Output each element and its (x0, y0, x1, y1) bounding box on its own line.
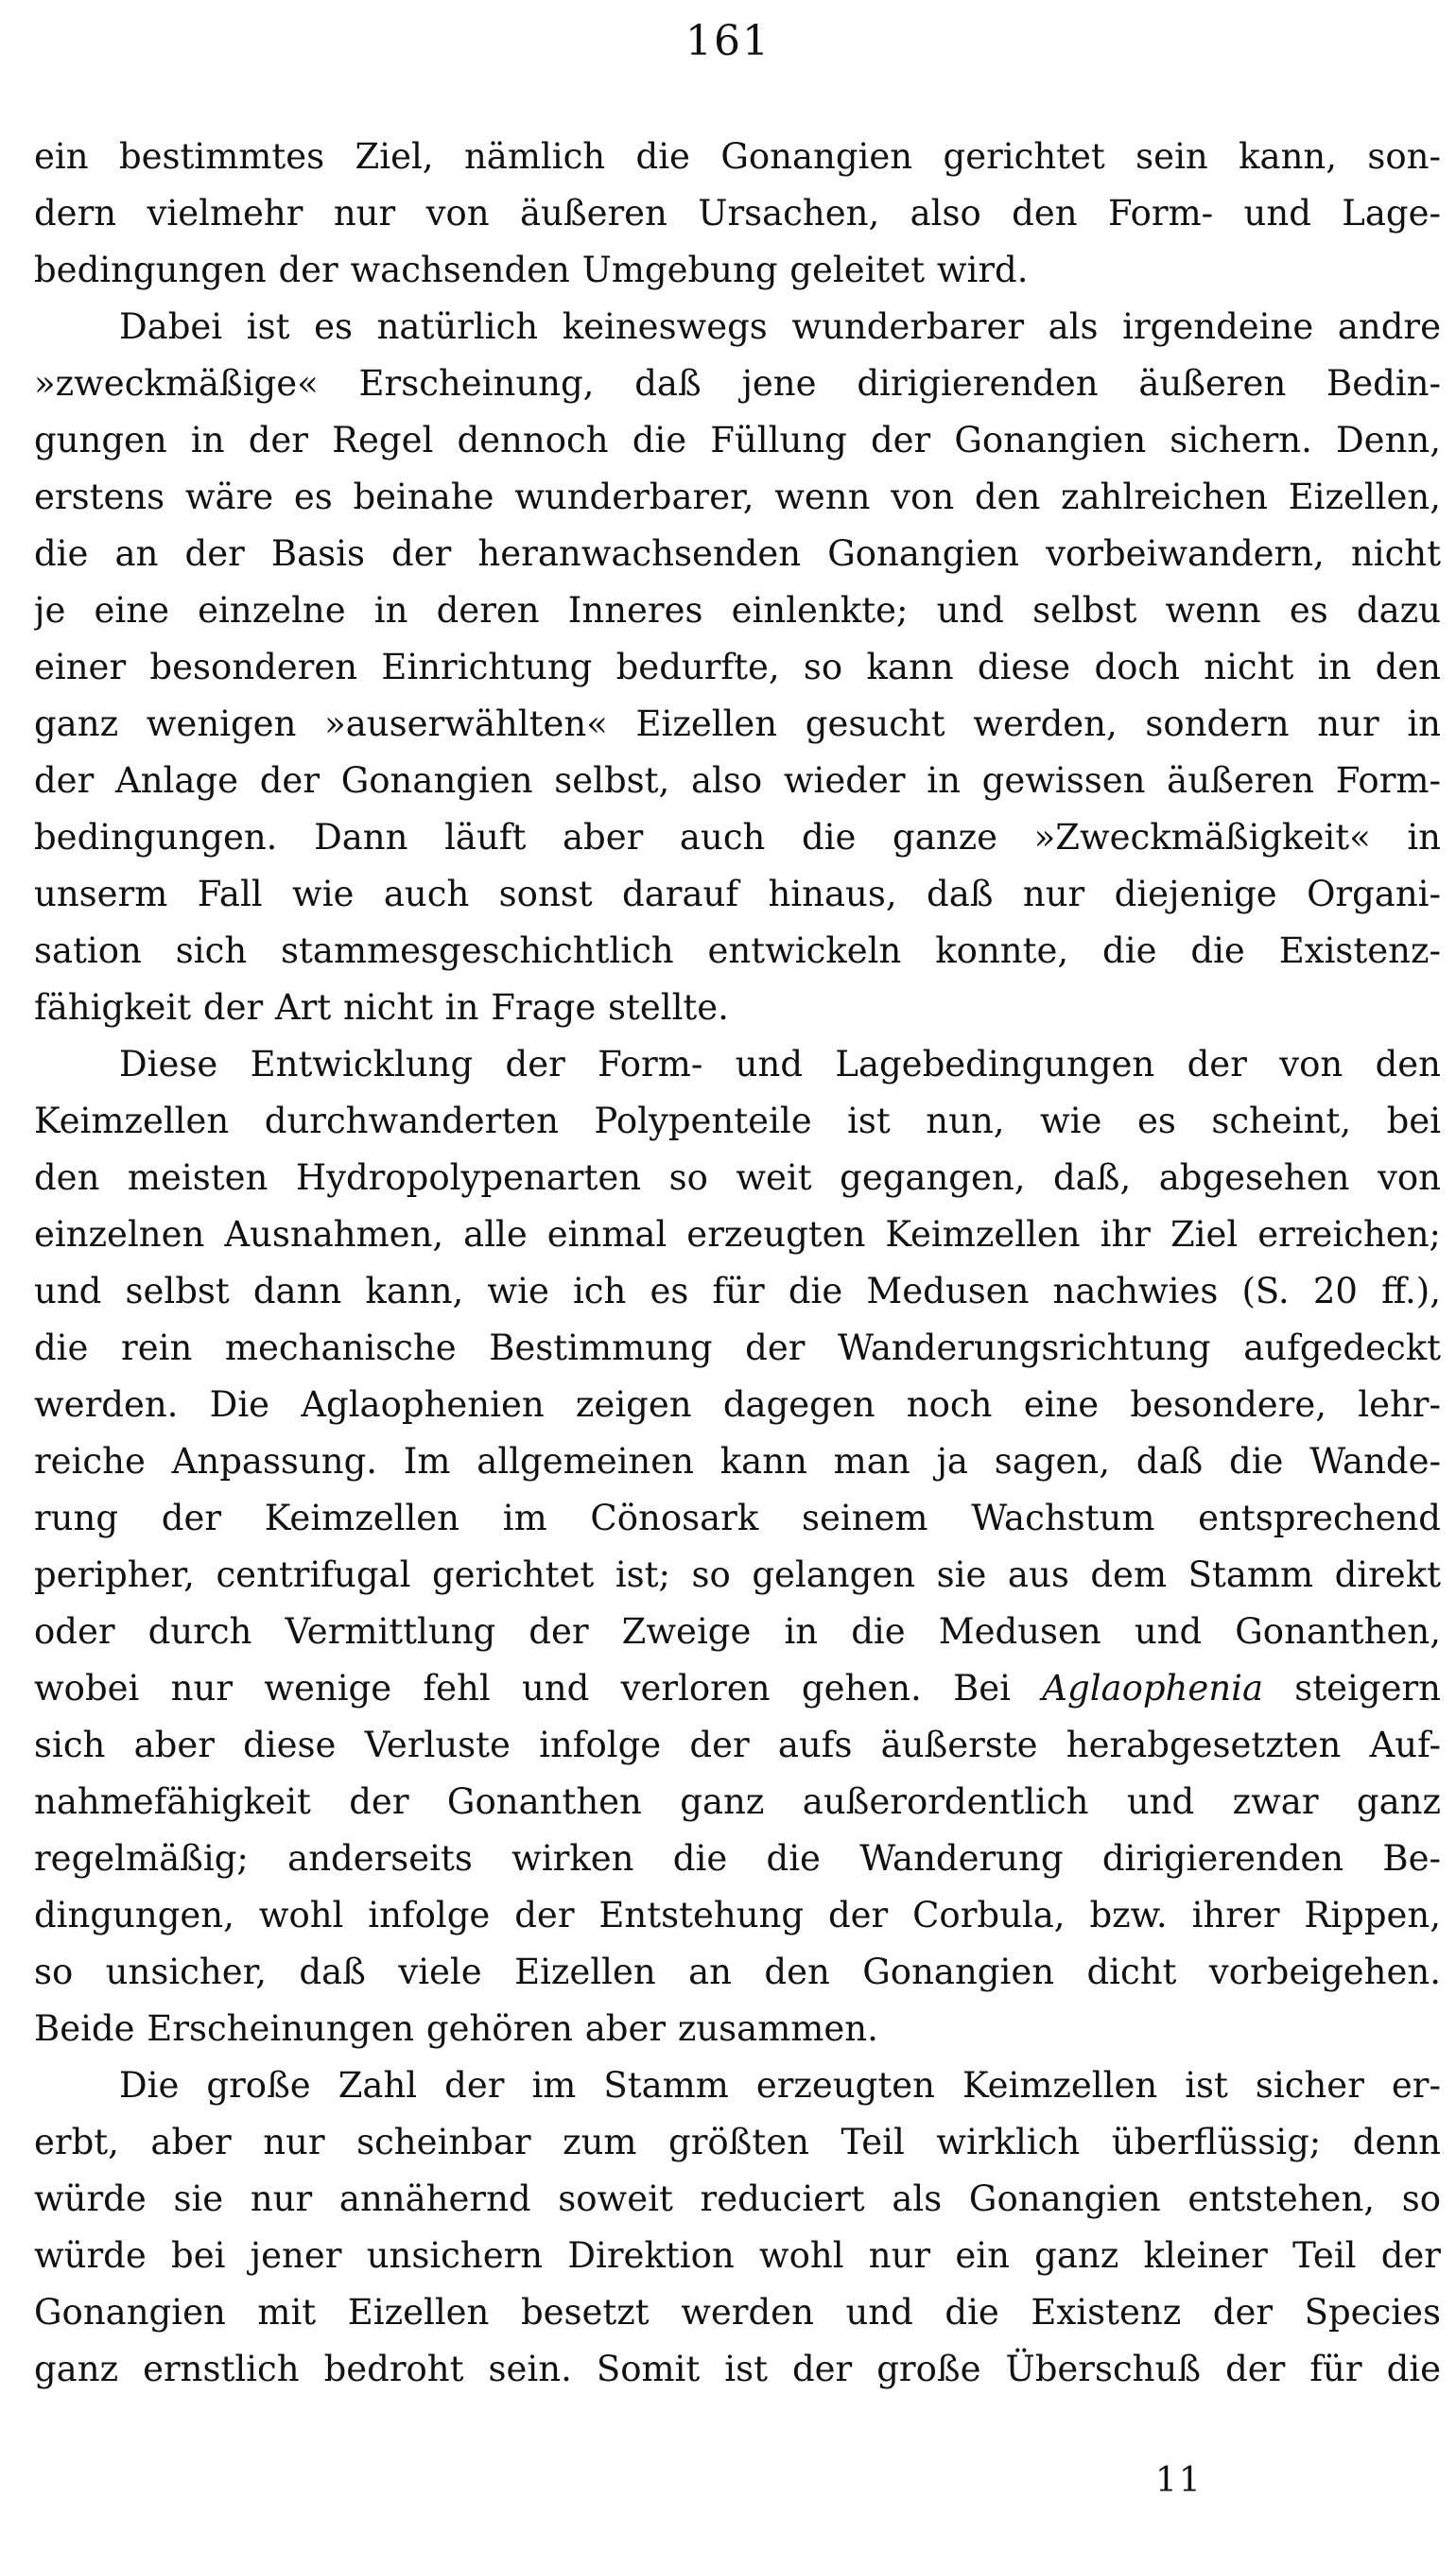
text-line: so unsicher, daß viele Eizellen an den Gonangien dicht vorbeigehen. (34, 1952, 1441, 1992)
text-line: Beide Erscheinungen gehören aber zusammen. (34, 2008, 878, 2049)
text-line: Gonangien mit Eizellen besetzt werden und die Existenz der Species (34, 2292, 1441, 2333)
text-line: dern vielmehr nur von äußeren Ursachen, also den Form- und Lage- (34, 193, 1441, 234)
text-line: Die große Zahl der im Stamm erzeugten Keimzellen ist sicher er- (119, 2065, 1441, 2106)
text-line: sation sich stammesgeschichtlich entwickeln konnte, die die Existenz- (34, 930, 1441, 971)
text-line: und selbst dann kann, wie ich es für die Medusen nachwies (S. 20 ff.), (34, 1271, 1441, 1311)
text-line: unserm Fall wie auch sonst darauf hinaus, daß nur diejenige Organi- (34, 874, 1441, 914)
text-line: bedingungen der wachsenden Umgebung geleitet wird. (34, 250, 1029, 290)
text-line: sich aber diese Verluste infolge der aufs äußerste herabgesetzten Auf- (34, 1725, 1441, 1765)
text-line: Keimzellen durchwanderten Polypenteile ist nun, wie es scheint, bei (34, 1101, 1441, 1141)
text-line: je eine einzelne in deren Inneres einlenkte; und selbst wenn es dazu (34, 590, 1441, 631)
body-text (34, 129, 1441, 2398)
text-line: würde sie nur annähernd soweit reduciert als Gonangien entstehen, so (34, 2178, 1441, 2219)
page-number: 161 (685, 17, 771, 65)
text-line: erbt, aber nur scheinbar zum größten Teil wirklich überflüssig; denn (34, 2122, 1441, 2162)
text-line: regelmäßig; anderseits wirken die die Wanderung dirigierenden Be- (34, 1838, 1441, 1879)
text-line: nahmefähigkeit der Gonanthen ganz außerordentlich und zwar ganz (34, 1781, 1441, 1822)
italic-taxon: Aglaophenia (1042, 1668, 1264, 1709)
text-line: den meisten Hydropolypenarten so weit gegangen, daß, abgesehen von (34, 1157, 1441, 1198)
text-line: der Anlage der Gonangien selbst, also wieder in gewissen äußeren Form- (34, 760, 1441, 801)
text-line: gungen in der Regel dennoch die Füllung der Gonangien sichern. Denn, (34, 420, 1441, 460)
text-line: oder durch Vermittlung der Zweige in die Medusen und Gonanthen, (34, 1611, 1441, 1652)
text-line: fähigkeit der Art nicht in Frage stellte. (34, 987, 729, 1028)
text-line: einer besonderen Einrichtung bedurfte, so kann diese doch nicht in den (34, 647, 1441, 687)
text-line: die an der Basis der heranwachsenden Gonangien vorbeiwandern, nicht (34, 533, 1441, 574)
text-line: ganz ernstlich bedroht sein. Somit ist der große Überschuß der für die (34, 2349, 1441, 2389)
text-line: wobei nur wenige fehl und verloren gehen. Bei Aglaophenia steigern (34, 1668, 1441, 1709)
footer-signature-mark: 11 (1155, 2461, 1203, 2500)
text-line: Diese Entwicklung der Form- und Lagebedingungen der von den (119, 1044, 1441, 1085)
text-line: reiche Anpassung. Im allgemeinen kann man ja sagen, daß die Wande- (34, 1441, 1441, 1482)
text-line: erstens wäre es beinahe wunderbarer, wenn von den zahlreichen Eizellen, (34, 477, 1441, 517)
text-line: die rein mechanische Bestimmung der Wanderungsrichtung aufgedeckt (34, 1328, 1441, 1368)
text-line: werden. Die Aglaophenien zeigen dagegen noch eine besondere, lehr- (34, 1384, 1441, 1425)
text-line: »zweckmäßige« Erscheinung, daß jene dirigierenden äußeren Bedin- (34, 363, 1441, 404)
text-line: ein bestimmtes Ziel, nämlich die Gonangien gerichtet sein kann, son- (34, 136, 1441, 177)
text-line: ganz wenigen »auserwählten« Eizellen gesucht werden, sondern nur in (34, 703, 1441, 744)
text-line: würde bei jener unsichern Direktion wohl nur ein ganz kleiner Teil der (34, 2235, 1441, 2276)
text-line: dingungen, wohl infolge der Entstehung der Corbula, bzw. ihrer Rippen, (34, 1895, 1441, 1935)
text-line: peripher, centrifugal gerichtet ist; so gelangen sie aus dem Stamm direkt (34, 1554, 1441, 1595)
text-line: Dabei ist es natürlich keineswegs wunderbarer als irgendeine andre (119, 306, 1441, 347)
text-line: bedingungen. Dann läuft aber auch die ganze »Zweckmäßigkeit« in (34, 817, 1441, 858)
text-line: einzelnen Ausnahmen, alle einmal erzeugten Keimzellen ihr Ziel erreichen; (34, 1214, 1441, 1255)
text-line: rung der Keimzellen im Cönosark seinem Wachstum entsprechend (34, 1498, 1441, 1538)
